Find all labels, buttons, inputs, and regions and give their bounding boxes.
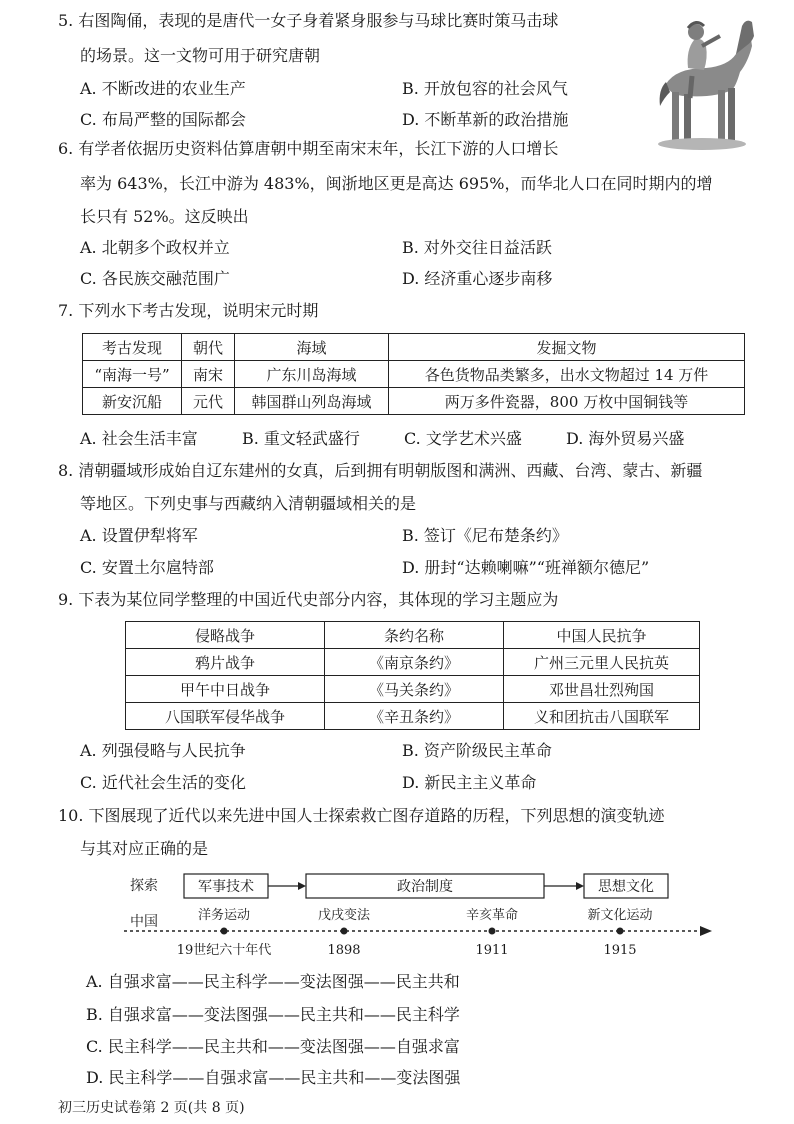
culture-box-label: 思想文化 <box>598 879 654 895</box>
date-label: 1915 <box>603 943 637 958</box>
q8-option-c[interactable]: C. 安置土尔扈特部 <box>80 558 214 577</box>
timeline-dot <box>489 928 496 935</box>
q6-option-a[interactable]: A. 北朝多个政权并立 <box>80 238 230 257</box>
q9-option-c[interactable]: C. 近代社会生活的变化 <box>80 773 246 792</box>
politics-box-label: 政治制度 <box>397 879 453 895</box>
q6-stem-line3: 长只有 52%。这反映出 <box>80 207 249 226</box>
table-cell: 南宋 <box>182 361 235 388</box>
q5-stem-line1: 5. 右图陶俑，表现的是唐代一女子身着紧身服参与马球比赛时策马击球 <box>58 11 559 30</box>
q6-stem-line1: 6. 有学者依据历史资料估算唐朝中期至南宋末年，长江下游的人口增长 <box>58 139 559 158</box>
q7-option-b[interactable]: B. 重文轻武盛行 <box>242 429 360 448</box>
table-cell: 八国联军侵华战争 <box>126 703 325 730</box>
q9-option-b[interactable]: B. 资产阶级民主革命 <box>402 741 552 760</box>
q8-stem-line1: 8. 清朝疆域形成始自辽东建州的女真，后到拥有明朝版图和满洲、西藏、台湾、蒙古、新疆 <box>58 461 703 480</box>
table-cell: 《辛丑条约》 <box>325 703 504 730</box>
table-cell: 甲午中日战争 <box>126 676 325 703</box>
date-label: 19世纪六十年代 <box>176 943 272 958</box>
arrow-head-icon <box>576 882 584 890</box>
exploration-timeline-diagram <box>112 864 732 974</box>
q5-option-a[interactable]: A. 不断改进的农业生产 <box>80 79 246 98</box>
table-row <box>126 649 700 676</box>
table-cell: 元代 <box>182 388 235 415</box>
q9-stem: 9. 下表为某位同学整理的中国近代史部分内容，其体现的学习主题应为 <box>58 590 559 609</box>
table-header-cell: 侵略战争 <box>126 622 325 649</box>
table-cell: 鸦片战争 <box>126 649 325 676</box>
q5-option-c[interactable]: C. 布局严整的国际都会 <box>80 110 246 129</box>
q8-option-a[interactable]: A. 设置伊犁将军 <box>80 526 198 545</box>
table-header-cell: 朝代 <box>182 334 235 361</box>
table-row <box>126 676 700 703</box>
table-header-cell: 发掘文物 <box>389 334 745 361</box>
timeline-dot <box>617 928 624 935</box>
event-label: 洋务运动 <box>197 908 251 923</box>
q10-option-d[interactable]: D. 民主科学——自强求富——民主共和——变法图强 <box>86 1068 461 1087</box>
q6-option-d[interactable]: D. 经济重心逐步南移 <box>402 269 553 288</box>
q5-option-d[interactable]: D. 不断革新的政治措施 <box>402 110 569 129</box>
table-header-row <box>126 622 700 649</box>
event-label: 辛亥革命 <box>465 908 519 923</box>
table-cell: 广州三元里人民抗英 <box>504 649 700 676</box>
table-cell: 《马关条约》 <box>325 676 504 703</box>
q9-table <box>125 621 700 730</box>
q8-stem-line2: 等地区。下列史事与西藏纳入清朝疆域相关的是 <box>80 494 417 513</box>
q10-option-c[interactable]: C. 民主科学——民主共和——变法图强——自强求富 <box>86 1037 460 1056</box>
page-footer: 初三历史试卷第 2 页(共 8 页) <box>58 1100 245 1116</box>
table-header-cell: 条约名称 <box>325 622 504 649</box>
table-row <box>83 388 745 415</box>
q10-option-a[interactable]: A. 自强求富——民主科学——变法图强——民主共和 <box>86 972 460 991</box>
diagram-label-china: 中国 <box>130 914 158 930</box>
q6-option-c[interactable]: C. 各民族交融范围广 <box>80 269 230 288</box>
table-row <box>126 703 700 730</box>
q7-stem: 7. 下列水下考古发现，说明宋元时期 <box>58 301 319 320</box>
timeline-dot <box>221 928 228 935</box>
table-cell: 韩国群山列岛海域 <box>235 388 389 415</box>
table-header-cell: 中国人民抗争 <box>504 622 700 649</box>
q8-option-d[interactable]: D. 册封“达赖喇嘛”“班禅额尔德尼” <box>402 558 650 577</box>
diagram-label-explore: 探索 <box>130 878 158 894</box>
q6-stem-line2: 率为 643%，长江中游为 483%，闽浙地区更是高达 695%，而华北人口在同时期内的增 <box>80 174 713 193</box>
table-cell: 《南京条约》 <box>325 649 504 676</box>
table-row <box>83 361 745 388</box>
table-cell: 广东川岛海域 <box>235 361 389 388</box>
arrow-head-icon <box>298 882 306 890</box>
q10-option-b[interactable]: B. 自强求富——变法图强——民主共和——民主科学 <box>86 1005 460 1024</box>
q9-option-a[interactable]: A. 列强侵略与人民抗争 <box>80 741 246 760</box>
q8-option-b[interactable]: B. 签订《尼布楚条约》 <box>402 526 568 545</box>
q5-option-b[interactable]: B. 开放包容的社会风气 <box>402 79 568 98</box>
q10-stem-line2: 与其对应正确的是 <box>80 839 209 858</box>
q10-stem-line1: 10. 下图展现了近代以来先进中国人士探索救亡图存道路的历程，下列思想的演变轨迹 <box>58 806 665 825</box>
q7-option-a[interactable]: A. 社会生活丰富 <box>80 429 198 448</box>
pottery-figurine-image <box>636 6 756 156</box>
q6-option-b[interactable]: B. 对外交往日益活跃 <box>402 238 552 257</box>
timeline-dot <box>341 928 348 935</box>
date-label: 1911 <box>475 943 509 958</box>
q7-option-d[interactable]: D. 海外贸易兴盛 <box>566 429 685 448</box>
table-cell: 新安沉船 <box>83 388 182 415</box>
event-label: 新文化运动 <box>587 908 653 923</box>
q7-table <box>82 333 745 415</box>
table-cell: 各色货物品类繁多，出水文物超过 14 万件 <box>389 361 745 388</box>
q9-option-d[interactable]: D. 新民主主义革命 <box>402 773 537 792</box>
table-header-cell: 海域 <box>235 334 389 361</box>
table-header-row <box>83 334 745 361</box>
timeline-arrow-icon <box>700 926 712 936</box>
date-label: 1898 <box>327 943 361 958</box>
table-header-cell: 考古发现 <box>83 334 182 361</box>
table-cell: “南海一号” <box>83 361 182 388</box>
table-cell: 两万多件瓷器，800 万枚中国铜钱等 <box>389 388 745 415</box>
military-box-label: 军事技术 <box>198 879 254 895</box>
q5-stem-line2: 的场景。这一文物可用于研究唐朝 <box>80 46 321 65</box>
q7-option-c[interactable]: C. 文学艺术兴盛 <box>404 429 522 448</box>
table-cell: 邓世昌壮烈殉国 <box>504 676 700 703</box>
table-cell: 义和团抗击八国联军 <box>504 703 700 730</box>
event-label: 戊戌变法 <box>317 908 371 923</box>
